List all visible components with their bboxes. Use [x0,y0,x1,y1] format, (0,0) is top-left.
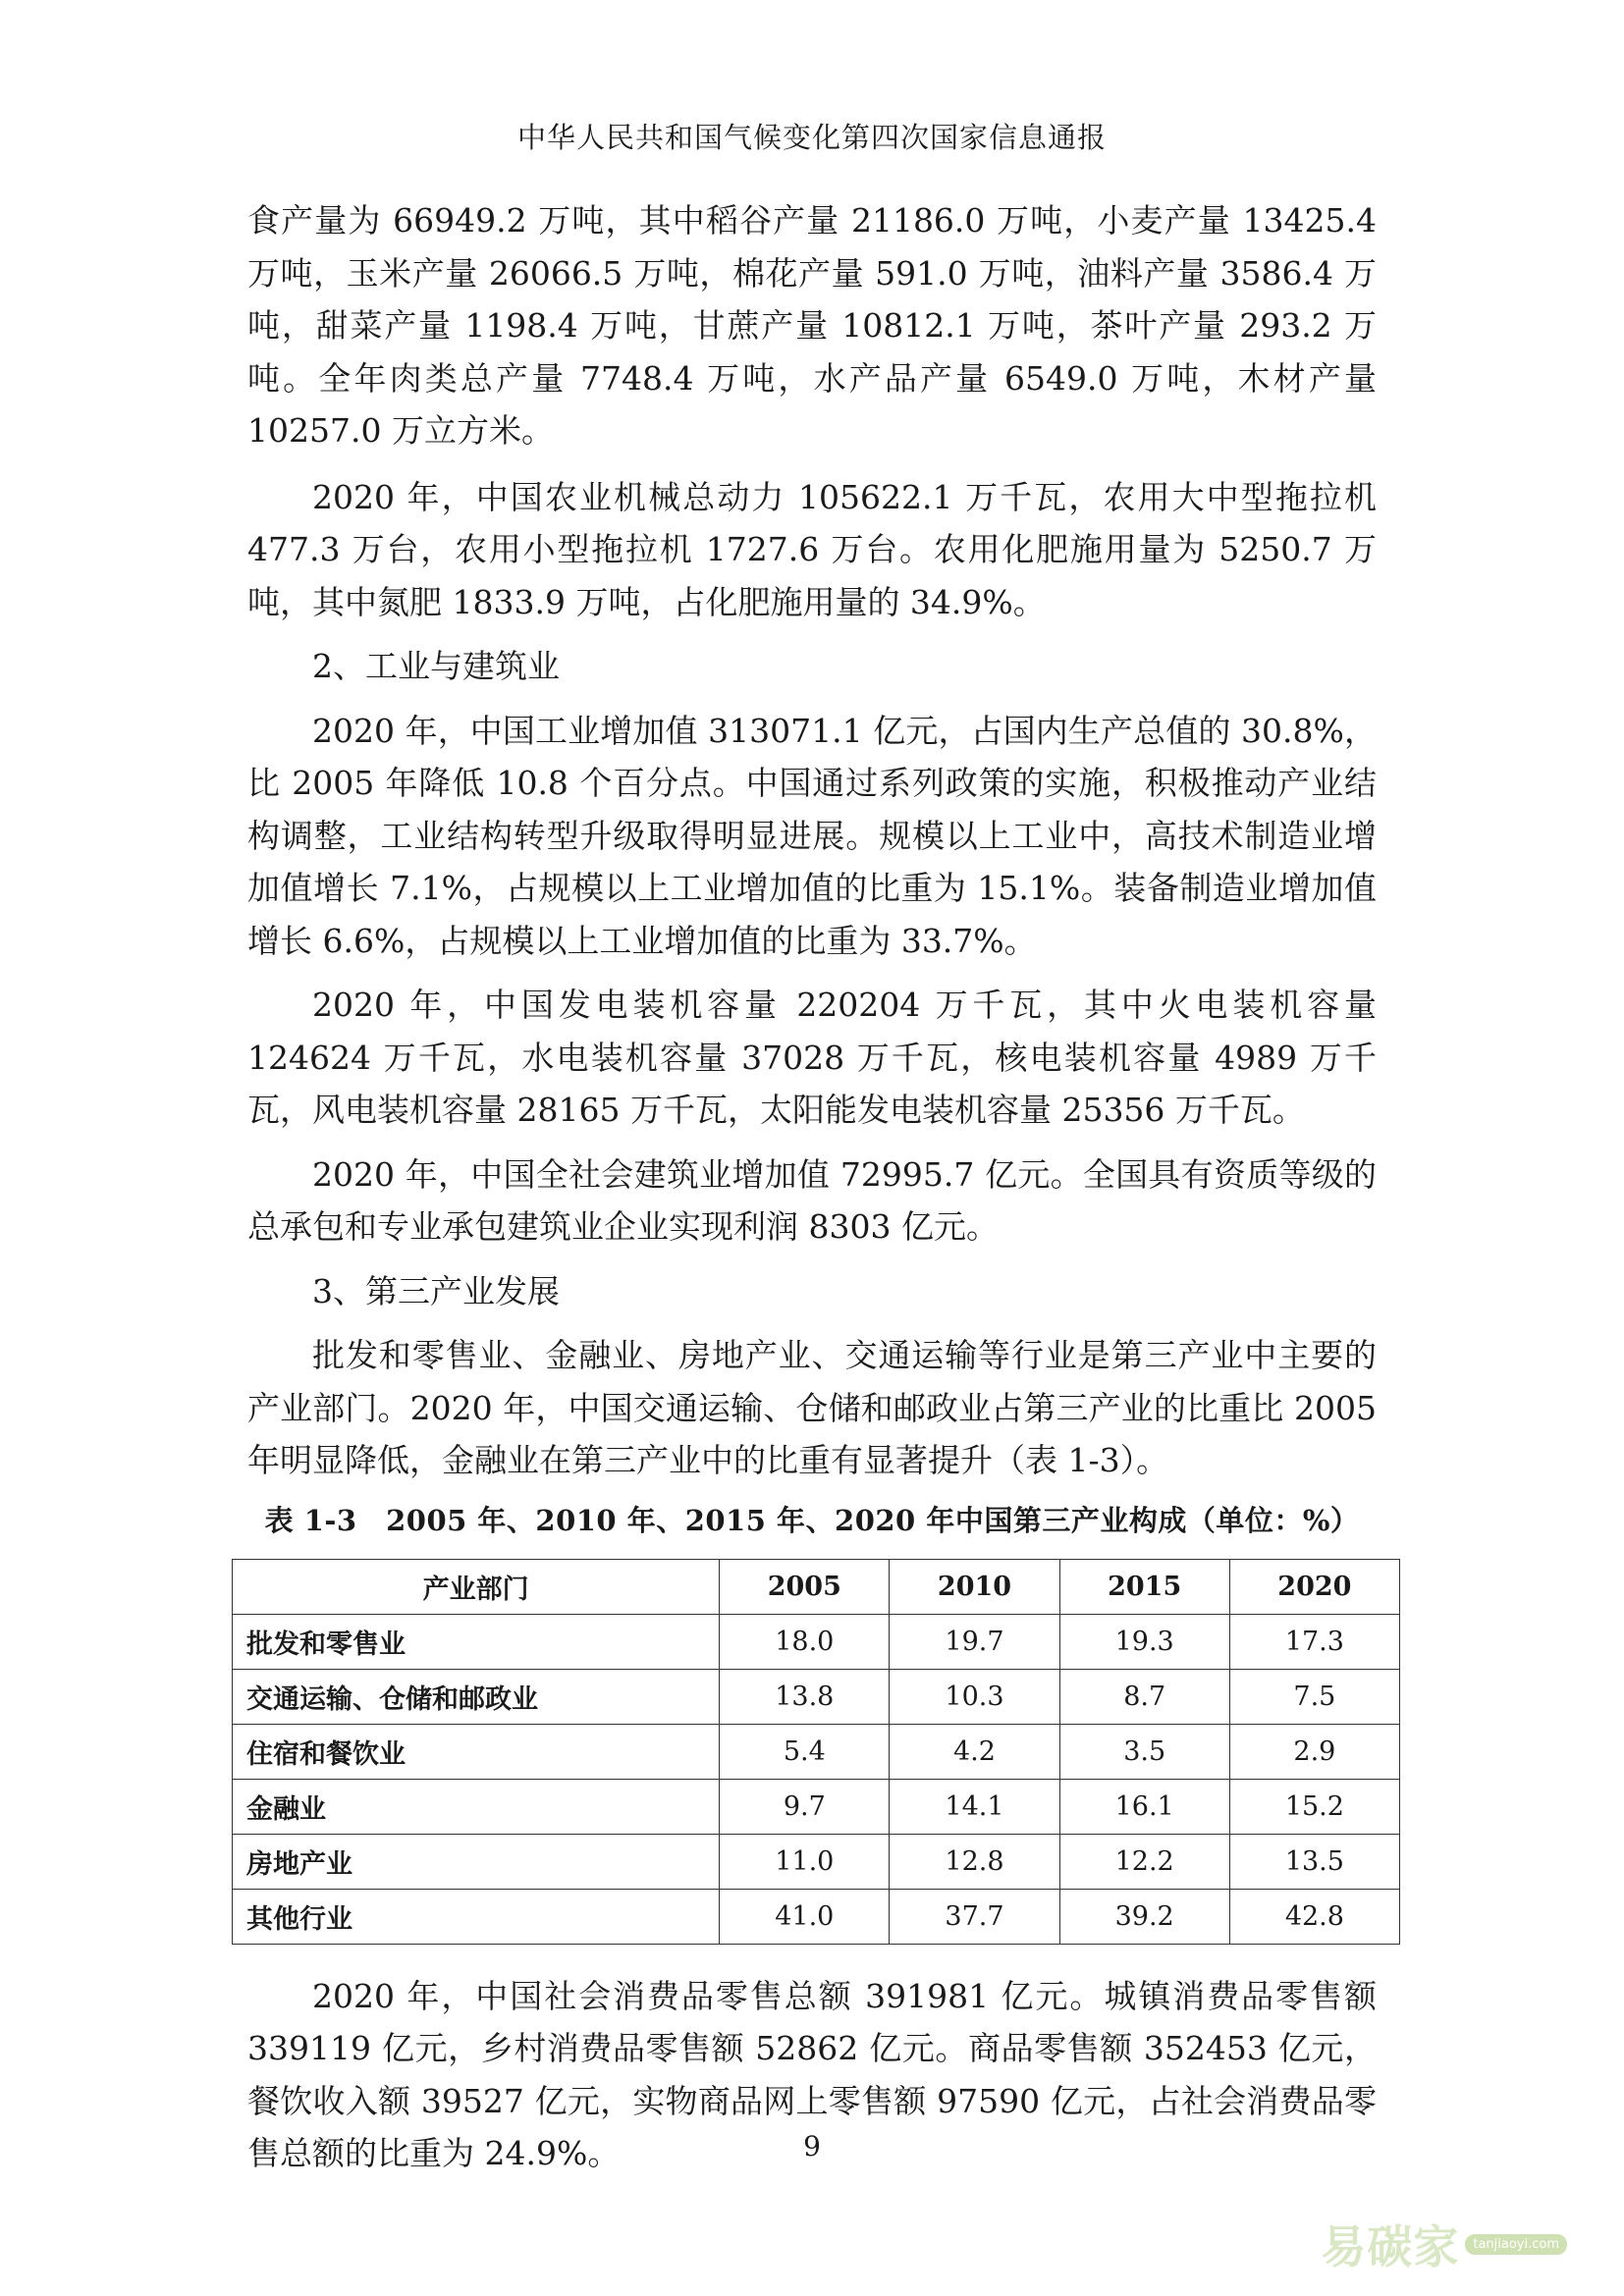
table-caption: 表 1-3 2005 年、2010 年、2015 年、2020 年中国第三产业构成（单位：%） [264,1503,1360,1537]
table-header-cell: 产业部门 [233,1559,720,1614]
paragraph-grain-output: 食产量为 66949.2 万吨，其中稻谷产量 21186.0 万吨，小麦产量 13425.4 万吨，玉米产量 26066.5 万吨，棉花产量 591.0 万吨，油料产量 3586.4 万吨，甜菜产量 1198.4 万吨，甘蔗产量 10812.1 万吨，茶叶产量 293.2 万吨。全年肉类总产量 7748.4 万吨，水产品产量 6549.0 万吨，木材产量 10257.0 万立方米。 [247,201,1377,450]
table-cell-value: 13.5 [1229,1834,1399,1889]
table-header-cell: 2015 [1059,1559,1229,1614]
table-row [233,1724,1400,1779]
paragraph-industry-value: 2020 年，中国工业增加值 313071.1 亿元，占国内生产总值的 30.8%，比 2005 年降低 10.8 个百分点。中国通过系列政策的实施，积极推动产业结构调整，工业结构转型升级取得明显进展。规模以上工业中，高技术制造业增加值增长 7.1%，占规模以上工业增加值的比重为 15.1%。装备制造业增加值增长 6.6%，占规模以上工业增加值的比重为 33.7%。 [247,711,1377,960]
table-row [233,1669,1400,1724]
table-row [233,1614,1400,1669]
table-row [233,1834,1400,1889]
paragraph-retail-sales: 2020 年，中国社会消费品零售总额 391981 亿元。城镇消费品零售额 339119 亿元，乡村消费品零售额 52862 亿元。商品零售额 352453 亿元，餐饮收入额 39527 亿元，实物商品网上零售额 97590 亿元，占社会消费品零售总额的比重为 24.9%。 [247,1976,1377,2172]
table-cell-value: 3.5 [1059,1724,1229,1779]
table-cell-value: 19.7 [890,1614,1059,1669]
table-cell-value: 39.2 [1059,1889,1229,1944]
table-header-cell: 2010 [890,1559,1059,1614]
table-cell-value: 9.7 [720,1779,890,1834]
table-cell-sector: 住宿和餐饮业 [233,1724,720,1779]
table-cell-value: 17.3 [1229,1614,1399,1669]
table-cell-value: 42.8 [1229,1889,1399,1944]
document-body [247,194,1377,2192]
table-cell-value: 18.0 [720,1614,890,1669]
table-cell-sector: 批发和零售业 [233,1614,720,1669]
table-cell-sector: 金融业 [233,1779,720,1834]
table-cell-value: 8.7 [1059,1669,1229,1724]
table-cell-value: 2.9 [1229,1724,1399,1779]
section-heading-tertiary: 3、第三产业发展 [312,1271,560,1310]
table-header-cell: 2005 [720,1559,890,1614]
table-cell-value: 10.3 [890,1669,1059,1724]
section-heading-industry: 2、工业与建筑业 [312,647,560,685]
table-cell-value: 12.8 [890,1834,1059,1889]
table-cell-value: 13.8 [720,1669,890,1724]
document-header: 中华人民共和国气候变化第四次国家信息通报 [516,121,1107,154]
table-cell-value: 7.5 [1229,1669,1399,1724]
paragraph-agri-machinery: 2020 年，中国农业机械总动力 105622.1 万千瓦，农用大中型拖拉机 477.3 万台，农用小型拖拉机 1727.6 万台。农用化肥施用量为 5250.7 万吨，其中氮肥 1833.9 万吨，占化肥施用量的 34.9%。 [247,477,1377,621]
table-cell-value: 16.1 [1059,1779,1229,1834]
table-cell-sector: 房地产业 [233,1834,720,1889]
table-cell-value: 14.1 [890,1779,1059,1834]
table-cell-value: 12.2 [1059,1834,1229,1889]
paragraph-construction: 2020 年，中国全社会建筑业增加值 72995.7 亿元。全国具有资质等级的总承包和专业承包建筑业企业实现利润 8303 亿元。 [247,1154,1377,1246]
tertiary-industry-table [232,1559,1400,1945]
watermark-domain: tanjiaoyi.com [1465,2234,1567,2255]
table-cell-value: 41.0 [720,1889,890,1944]
table-cell-value: 4.2 [890,1724,1059,1779]
table-cell-value: 11.0 [720,1834,890,1889]
table-cell-sector: 交通运输、仓储和邮政业 [233,1669,720,1724]
table-cell-value: 5.4 [720,1724,890,1779]
paragraph-tertiary-sectors: 批发和零售业、金融业、房地产业、交通运输等行业是第三产业中主要的产业部门。2020 年，中国交通运输、仓储和邮政业占第三产业的比重比 2005 年明显降低，金融业在第三产业中的比重有显著提升（表 1-3）。 [247,1336,1377,1479]
watermark-logo [1321,2212,1567,2276]
table-cell-value: 15.2 [1229,1779,1399,1834]
paragraph-power-capacity: 2020 年，中国发电装机容量 220204 万千瓦，其中火电装机容量 124624 万千瓦，水电装机容量 37028 万千瓦，核电装机容量 4989 万千瓦，风电装机容量 28165 万千瓦，太阳能发电装机容量 25356 万千瓦。 [247,986,1377,1129]
table-cell-value: 37.7 [890,1889,1059,1944]
table-header-row [233,1559,1400,1614]
table-cell-value: 19.3 [1059,1614,1229,1669]
page-number: 9 [803,2130,821,2163]
table-row [233,1889,1400,1944]
watermark-text: 易碳家 [1321,2220,1460,2273]
table-header-cell: 2020 [1229,1559,1399,1614]
table-row [233,1779,1400,1834]
table-cell-sector: 其他行业 [233,1889,720,1944]
